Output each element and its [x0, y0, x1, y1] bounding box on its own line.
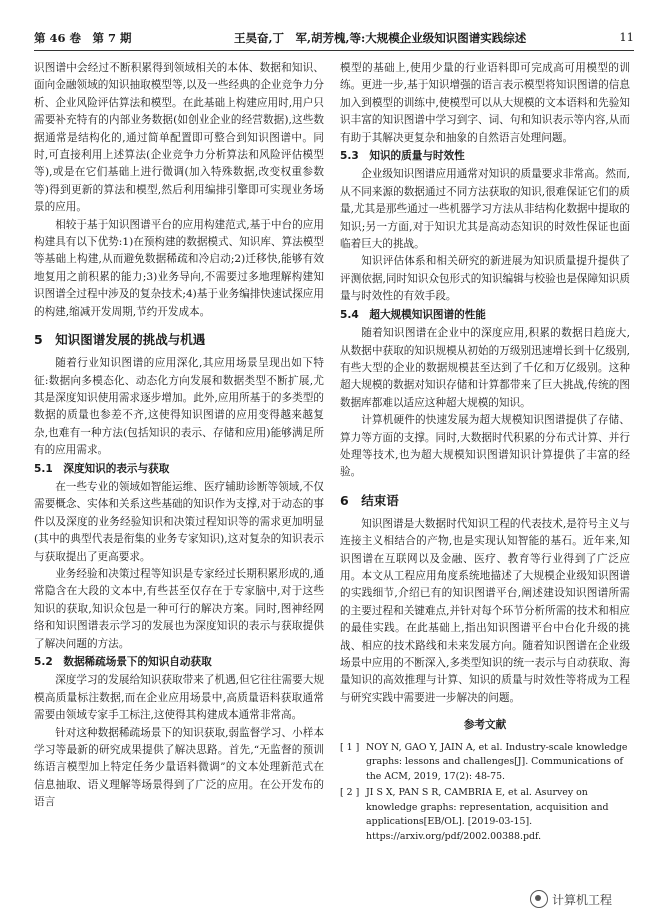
paragraph: 计算机硬件的快速发展为超大规模知识图谱提供了存储、算力等方面的支撑。同时,大数据时代积累的分布式计算、并行处理等技术,也为超大规模知识图谱知识计算提供了丰富的经验。	[340, 414, 630, 479]
paragraph: 企业级知识图谱应用通常对知识的质量要求非常高。然而,从不同来源的数据通过不同方法获取的知识,很难保证它们的质量,尤其是那些通过一些机器学习方法从非结构化数据中提取的知识;另一方面,对于知识尤其是高动态知识的时效性保证也面临着巨大的挑战。	[340, 168, 630, 251]
paragraph: 知识评估体系和相关研究的新进展为知识质量提升提供了评测依据,同时知识众包形式的知识编辑与校验也是保障知识质量与时效性的有效手段。	[340, 255, 630, 303]
paragraph: 深度学习的发展给知识获取带来了机遇,但它往往需要大规模高质量标注数据,而在企业应用场景中,高质量语料获取通常需要由领域专家手工标注,这使得其构建成本通常非常高。	[34, 674, 324, 722]
right-column	[340, 60, 630, 846]
paragraph: 知识图谱是大数据时代知识工程的代表技术,是符号主义与连接主义相结合的产物,也是实现认知智能的基石。近年来,知识图谱在互联网以及金融、医疗、教育等行业得到了广泛应用。本文从工程应用角度系统地描述了大规模企业级知识图谱的实践细节,介绍已有的知识图谱平台,阐述建设知识图谱所需的主要过程和关键难点,并针对每个环节分析所需的技术和相应的最佳实践。在此基础上,指出知识图谱平台中台化升级的挑战、相应的技术路线和未来发展方向。随着知识图谱在企业级场景中应用的不断深入,多类型知识的统一表示与自动获取、海量知识的高效推理与计算、知识的质量与时效性等将成为工程与研究实践中需要进一步解决的问题。	[340, 517, 630, 704]
subsection-heading: 5.1 深度知识的表示与获取	[34, 462, 170, 475]
paragraph: 业务经验和决策过程等知识是专家经过长期积累形成的,通常隐含在大段的文本中,有些甚至仅存在于专家脑中,对于这些知识的获取,知识众包是一种可行的解决方案。同时,图神经网络和知识图谱表示学习的发展也为深度知识的表示与获取提供了解决问题的方法。	[34, 567, 324, 650]
references-title: 参考文献	[463, 719, 507, 732]
paragraph: 识图谱中会经过不断积累得到领域相关的本体、数据和知识、面向金融领域的知识抽取模型等,以及一些经典的企业竞争力分析、企业风险评估算法和模型。在此基础上构建应用时,用户只需要补充特有的内部业务数据(如创业企业的经营数据),这些数据通常是结构化的,通过简单配置即可整合到知识图谱中。同时,可直接利用上述算法(企业竞争力分析算法和风险评估模型等),或是在它们基础上进行微调(加入特殊数据,改变权重参数等)得到更新的算法和模型,然后利用编排引擎即可实现业务场景的应用。	[34, 62, 324, 214]
paragraph: 在一些专业的领域如智能运维、医疗辅助诊断等领域,不仅需要概念、实体和关系这些基础的知识作为支撑,对于动态的事件以及深度的业务经验知识和决策过程知识等的需求更加明显(其中的典型代表是衔集的业务专家知识),这对复杂的知识表示与获取提出了更高要求。	[34, 480, 324, 563]
reference-number: [ 2 ]	[340, 787, 360, 799]
section-heading: 5 知识图谱发展的挑战与机遇	[34, 332, 206, 348]
paragraph: 随着行业知识图谱的应用深化,其应用场景呈现出如下特征:数据向多模态化、动态化方向发展和数据类型不断扩展,尤其是深度知识使用需求逐步增加。此外,应用所基于的多类型的数据的质量也参差不齐,这使得知识图谱的应用变得越来越复杂,也难有一种方法(包括知识的表示、存储和应用)能够满足所有的应用需求。	[34, 357, 324, 457]
reference-text: JI S X, PAN S R, CAMBRIA E, et al. Asurvey on knowledge graphs: representation, acquisition and applications[EB/OL]. [2019-03-15]. https://arxiv.org/pdf/2002.00388.pdf.	[366, 787, 609, 842]
reference-item	[340, 741, 630, 785]
header-rule	[34, 50, 634, 51]
left-column	[34, 60, 324, 812]
section-heading: 6 结束语	[340, 492, 399, 508]
subsection-heading: 5.2 数据稀疏场景下的知识自动获取	[34, 656, 212, 668]
watermark	[530, 890, 612, 908]
paragraph: 相较于基于知识图谱平台的应用构建范式,基于中台的应用构建具有以下优势:1)在预构建的数据模式、知识库、算法模型等基础上构建,从而避免数据稀疏和冷启动;2)迁移快,能够有效地复用之前积累的能力;3)业务导向,不需要过多地理解构建知识图谱全过程中涉及的复杂技术;4)基于业务编排快速试探应用的构建,缩减开发周期,节约开发成本。	[34, 218, 324, 318]
journal-volume: 第 46 卷 第 7 期	[34, 31, 132, 45]
reference-number: [ 1 ]	[340, 741, 360, 753]
paragraph: 随着知识图谱在企业中的深度应用,积累的数据日趋庞大,从数据中获取的知识规模从初始的万级别迅速增长到十亿级别,有些大型的企业的数据规模甚至达到了千亿和万亿级别。这种超大规模的数据对知识存储和计算都带来了巨大挑战,传统的图数据库都难以适应这种超大规模的知识。	[340, 327, 630, 409]
running-title: 王昊奋,丁 军,胡芳槐,等:大规模企业级知识图谱实践综述	[234, 31, 527, 45]
reference-text: NOY N, GAO Y, JAIN A, et al. Industry-scale knowledge graphs: lessons and challenges[J]. Communications of the ACM, 2019, 17(2): 48-75.	[366, 741, 628, 782]
subsection-heading: 5.3 知识的质量与时效性	[340, 150, 465, 163]
watermark-label: 计算机工程	[552, 892, 613, 907]
page-header	[34, 30, 634, 48]
page-number: 11	[619, 30, 634, 44]
paragraph: 针对这种数据稀疏场景下的知识获取,弱监督学习、小样本学习等最新的研究成果提供了解决思路。首先,“无监督的预训练语言模型加上特定任务少量语料微调”的文本处理新范式在信息抽取、语义理解等场景得到了广泛的应用。在公开发布的语言	[34, 726, 324, 809]
reference-item	[340, 786, 630, 844]
subsection-heading: 5.4 超大规模知识图谱的性能	[340, 308, 486, 321]
paragraph: 模型的基础上,使用少量的行业语料即可完成高可用模型的训练。更进一步,基于知识增强的语言表示模型将知识图谱的信息加入到模型的训练中,使模型可以从大规模的文本语料和先验知识丰富的知识图谱中学习到字、词、句和知识表示等内容,从而有助于其解决更复杂和抽象的自然语言处理问题。	[340, 62, 630, 144]
wechat-icon	[530, 890, 548, 908]
